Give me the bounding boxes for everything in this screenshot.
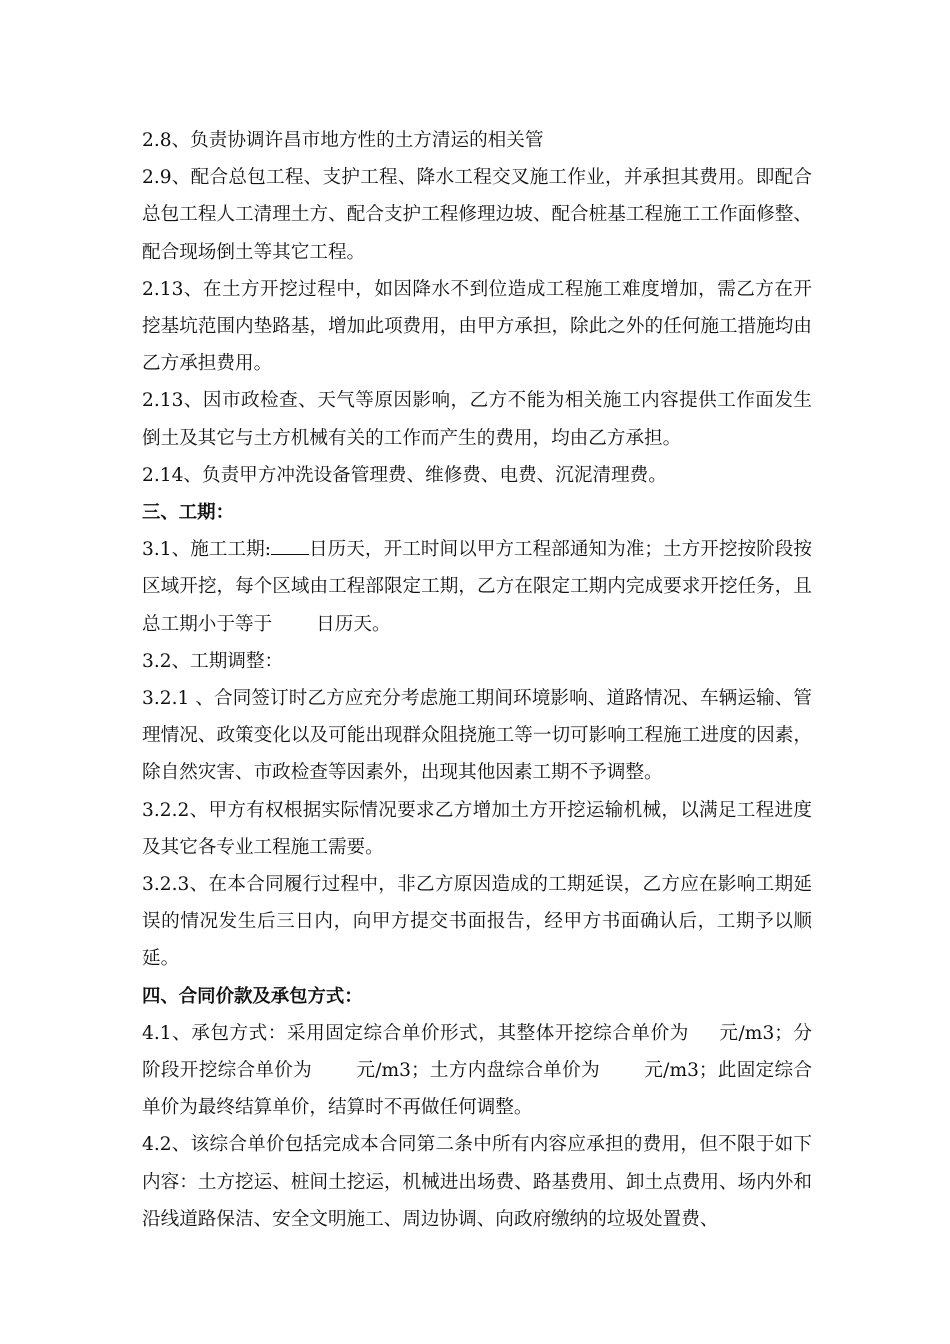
clause-2-14: 2.14、负责甲方冲洗设备管理费、维修费、电费、沉泥清理费。 — [142, 464, 667, 486]
document-body — [142, 122, 812, 1238]
clause-3-1 — [142, 531, 812, 643]
clause-2-9: 2.9、配合总包工程、支护工程、降水工程交叉施工作业，并承担其费用。即配合总包工程人工清理土方、配合支护工程修理边坡、配合桩基工程施工工作面修整、配合现场倒土等其它工程。 — [142, 167, 812, 263]
section-heading-price: 四、合同价款及承包方式： — [142, 985, 363, 1007]
clause-3-2: 3.2、工期调整： — [142, 650, 284, 672]
clause-2-13-inspection: 2.13、因市政检查、天气等原因影响，乙方不能为相关施工内容提供工作面发生倒土及其它与土方机械有关的工作而产生的费用，均由乙方承担。 — [142, 390, 812, 449]
clause-3-2-1: 3.2.1 、合同签订时乙方应充分考虑施工期间环境影响、道路情况、车辆运输、管理情况、政策变化以及可能出现群众阻挠施工等一切可影响工程施工进度的因素，除自然灾害、市政检查等因素外，出现其他因素工期不予调整。 — [142, 688, 812, 784]
clause-4-2: 4.2、该综合单价包括完成本合同第二条中所有内容应承担的费用，但不限于如下内容：土方挖运、桩间土挖运，机械进出场费、路基费用、卸土点费用、场内外和沿线道路保洁、安全文明施工、周边协调、向政府缴纳的垃圾处置费、 — [142, 1134, 812, 1230]
clause-4-1-part-b: 元/m3；分阶段开挖综合单价为 — [142, 1022, 812, 1082]
clause-3-1-label: 3.1、施工工期 — [142, 539, 265, 561]
clause-3-1-end: 日历天。 — [316, 613, 391, 635]
section-heading-schedule: 三、工期： — [142, 502, 234, 524]
clause-4-1-part-d: 元/m3；此固定综合单价为最终结算单价，结算时不再做任何调整。 — [142, 1060, 812, 1119]
clause-3-2-3: 3.2.3、在本合同履行过程中，非乙方原因造成的工期延误，乙方应在影响工期延误的情况发生后三日内，向甲方提交书面报告，经甲方书面确认后，工期予以顺延。 — [142, 874, 812, 970]
clause-4-1-part-a: 4.1、承包方式：采用固定综合单价形式，其整体开挖综合单价为 — [142, 1022, 689, 1044]
clause-3-2-2: 3.2.2、甲方有权根据实际情况要求乙方增加土方开挖运输机械，以满足工程进度及其它各专业工程施工需要。 — [142, 799, 812, 858]
clause-3-1-colon: : — [264, 539, 272, 561]
clause-2-13-dewatering: 2.13、在土方开挖过程中，如因降水不到位造成工程施工难度增加，需乙方在开挖基坑范围内垫路基，增加此项费用，由甲方承担，除此之外的任何施工措施均由乙方承担费用。 — [142, 278, 812, 375]
clause-4-1 — [142, 1015, 812, 1127]
clause-4-1-part-c: 元/m3；土方内盘综合单价为 — [356, 1060, 600, 1082]
clause-3-1-text: 日历天，开工时间以甲方工程部通知为准；土方开挖按阶段按区域开挖，每个区域由工程部限定工期，乙方在限定工期内完成要求开挖任务，且总工期小于等于 — [142, 539, 812, 635]
clause-2-8: 2.8、负责协调许昌市地方性的土方清运的相关管 — [142, 130, 544, 151]
days-blank — [271, 534, 309, 555]
